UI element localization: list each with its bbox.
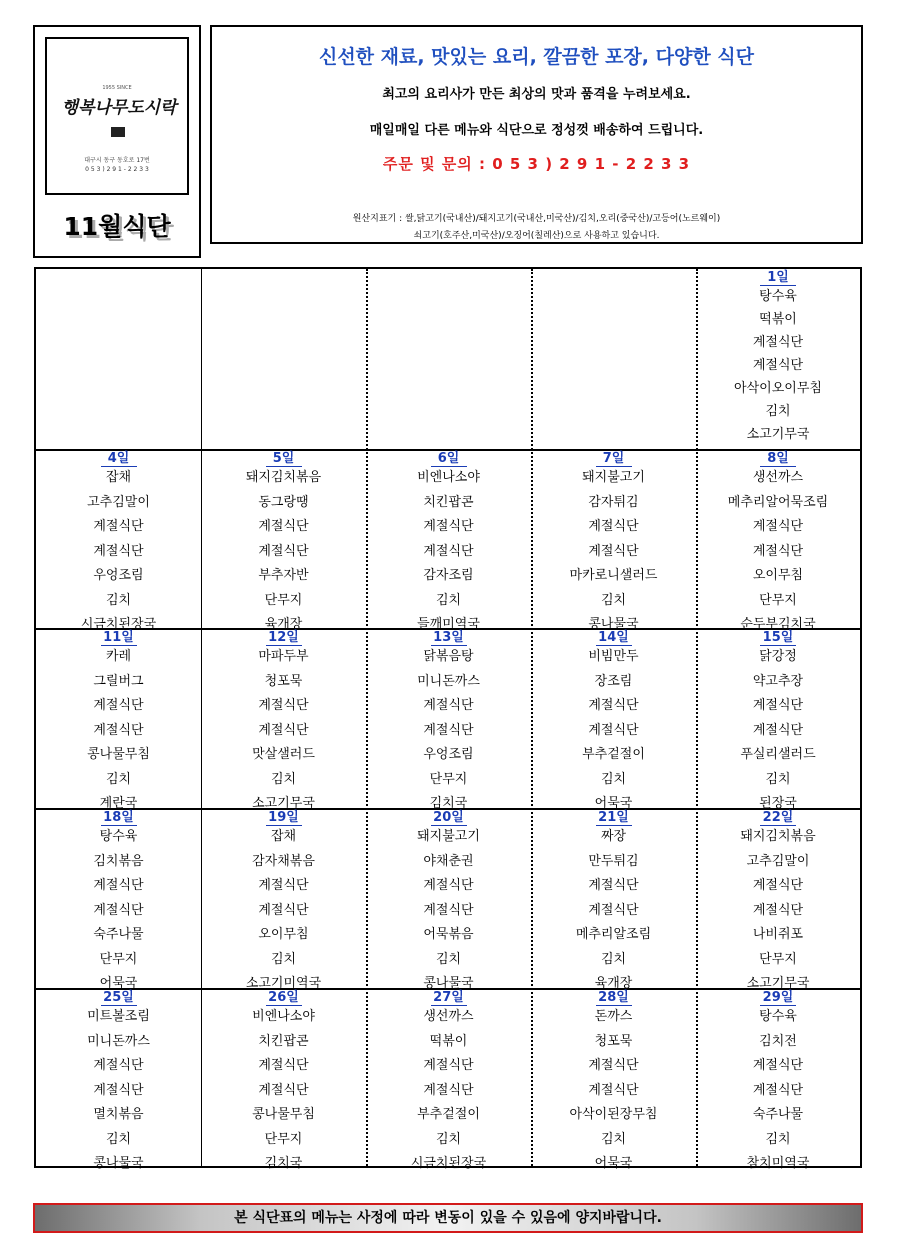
menu-item: 김치 xyxy=(435,1131,462,1147)
menu-item: 부추겉절이 xyxy=(582,747,645,762)
menu-item: 계절식단 xyxy=(258,1082,309,1098)
day-number: 25일 xyxy=(36,989,201,1007)
menu-item: 계절식단 xyxy=(258,698,309,713)
menu-item: 계란국 xyxy=(99,796,138,811)
brand-name: 행복나무도시락 xyxy=(61,98,177,118)
menu-item: 카레 xyxy=(105,649,132,664)
day-number: 18일 xyxy=(36,809,201,827)
menu-item: 단무지 xyxy=(759,951,797,967)
menu-item: 참치미역국 xyxy=(746,1156,810,1171)
empty-day-cell xyxy=(36,269,201,450)
day-number: 5일 xyxy=(201,450,366,468)
menu-item: 단무지 xyxy=(264,1131,303,1147)
menu-item: 부추겉절이 xyxy=(417,1107,480,1122)
menu-item: 계절식단 xyxy=(258,722,309,738)
menu-item: 된장국 xyxy=(759,796,797,811)
menu-item: 돼지불고기 xyxy=(582,470,645,485)
menu-item: 김치 xyxy=(600,592,627,608)
menu-item: 떡볶이 xyxy=(759,312,797,327)
menu-item: 푸실리샐러드 xyxy=(740,747,816,762)
menu-item: 단무지 xyxy=(264,592,303,608)
month-title: 11월식단 xyxy=(63,212,171,241)
day-number: 8일 xyxy=(696,450,860,468)
menu-item: 김치국 xyxy=(264,1156,303,1171)
menu-item: 어묵국 xyxy=(594,1156,633,1171)
day-number: 11일 xyxy=(36,629,201,647)
menu-item: 그릴버그 xyxy=(93,673,144,689)
menu-item: 청포묵 xyxy=(594,1033,633,1049)
menu-item: 탕수육 xyxy=(759,1009,797,1024)
day-number: 13일 xyxy=(366,629,531,647)
menu-item: 콩나물무침 xyxy=(252,1107,315,1122)
menu-item: 계절식단 xyxy=(423,698,474,713)
intro-line-2: 매일매일 다른 메뉴와 식단으로 정성껏 배송하여 드립니다. xyxy=(369,123,704,138)
menu-item: 생선까스 xyxy=(423,1009,474,1024)
day-cell xyxy=(366,989,531,1171)
menu-item: 오이무침 xyxy=(258,927,309,942)
day-cell xyxy=(366,450,531,632)
menu-item: 짜장 xyxy=(600,829,627,844)
menu-item: 고추김말이 xyxy=(87,494,150,510)
day-cell xyxy=(201,989,366,1171)
menu-item: 계절식단 xyxy=(93,1058,144,1073)
header-panel xyxy=(210,25,863,244)
day-number: 12일 xyxy=(201,629,366,647)
menu-item: 돼지김치볶음 xyxy=(740,829,816,844)
menu-item: 장조림 xyxy=(594,673,633,689)
menu-item: 오이무침 xyxy=(752,568,804,583)
menu-item: 숙주나물 xyxy=(752,1107,804,1122)
menu-item: 단무지 xyxy=(759,592,797,608)
menu-item: 닭볶음탕 xyxy=(423,649,474,664)
menu-item: 생선까스 xyxy=(752,470,804,485)
menu-item: 미니돈까스 xyxy=(417,673,480,689)
menu-item: 계절식단 xyxy=(93,543,144,559)
day-number: 1일 xyxy=(696,269,860,287)
menu-item: 계절식단 xyxy=(588,1058,639,1073)
menu-item: 육개장 xyxy=(594,976,633,991)
day-number: 29일 xyxy=(696,989,860,1007)
slogan: 신선한 재료, 맛있는 요리, 깔끔한 포장, 다양한 식단 xyxy=(318,46,755,68)
menu-item: 메추리알조림 xyxy=(575,927,652,942)
menu-item: 비엔나소야 xyxy=(252,1009,315,1024)
menu-item: 계절식단 xyxy=(588,698,639,713)
day-number: 27일 xyxy=(366,989,531,1007)
menu-item: 콩나물국 xyxy=(588,617,639,632)
menu-item: 미트볼조림 xyxy=(87,1009,150,1024)
day-cell xyxy=(36,989,201,1171)
menu-item: 계절식단 xyxy=(93,698,144,713)
empty-day-cell xyxy=(531,269,696,450)
day-cell xyxy=(36,629,201,809)
day-cell xyxy=(531,809,696,989)
menu-item: 계절식단 xyxy=(752,722,804,738)
menu-item: 비빔만두 xyxy=(588,649,639,664)
menu-item: 계절식단 xyxy=(588,902,639,918)
menu-item: 김치전 xyxy=(759,1033,797,1049)
menu-item: 감자튀김 xyxy=(588,494,639,510)
menu-item: 김치 xyxy=(600,951,627,967)
menu-item: 계절식단 xyxy=(258,1058,309,1073)
menu-item: 잡채 xyxy=(105,470,132,485)
day-cell xyxy=(201,450,366,632)
menu-item: 계절식단 xyxy=(752,878,804,893)
menu-item: 계절식단 xyxy=(93,1082,144,1098)
brand-phone: 0 5 3 ) 2 9 1 - 2 2 3 3 xyxy=(85,166,149,173)
menu-item: 계절식단 xyxy=(93,902,144,918)
menu-item: 어묵볶음 xyxy=(423,927,474,942)
menu-item: 비엔나소야 xyxy=(417,470,480,485)
menu-item: 계절식단 xyxy=(588,878,639,893)
menu-item: 어묵국 xyxy=(594,796,633,811)
menu-item: 고추김말이 xyxy=(746,853,810,869)
menu-item: 청포묵 xyxy=(264,673,303,689)
menu-item: 김치 xyxy=(435,951,462,967)
menu-item: 돈까스 xyxy=(594,1009,633,1024)
menu-item: 순두부김치국 xyxy=(740,617,816,632)
menu-item: 소고기미역국 xyxy=(245,976,322,991)
menu-item: 김치 xyxy=(600,771,627,787)
day-cell xyxy=(696,629,860,809)
menu-item: 소고기무국 xyxy=(746,976,810,991)
menu-item: 치킨팝콘 xyxy=(258,1033,309,1049)
menu-item: 잡채 xyxy=(270,829,297,844)
menu-item: 계절식단 xyxy=(258,878,309,893)
menu-item: 동그랑땡 xyxy=(258,494,309,510)
menu-item: 육개장 xyxy=(264,617,303,632)
day-number: 14일 xyxy=(531,629,696,647)
day-number: 4일 xyxy=(36,450,201,468)
menu-item: 탕수육 xyxy=(759,289,797,304)
menu-item: 닭강정 xyxy=(759,649,797,664)
menu-item: 떡볶이 xyxy=(429,1033,468,1049)
menu-item: 계절식단 xyxy=(423,543,474,559)
menu-item: 계절식단 xyxy=(423,519,474,534)
origin-notice-1: 원산지표기 : 쌀,닭고기(국내산)/돼지고기(국내산,미국산)/김치,오리(중국산)/고등어(노르웨이) xyxy=(352,214,721,224)
logo-since: 1955 SINCE xyxy=(102,85,132,91)
menu-item: 계절식단 xyxy=(93,878,144,893)
menu-item: 계절식단 xyxy=(258,902,309,918)
menu-item: 콩나물국 xyxy=(93,1156,144,1171)
day-number: 21일 xyxy=(531,809,696,827)
menu-item: 아삭이오이무침 xyxy=(734,381,822,396)
day-cell xyxy=(531,450,696,632)
menu-item: 계절식단 xyxy=(423,1082,474,1098)
origin-notice-2: 쇠고기(호주산,미국산)/오징어(칠레산)으로 사용하고 있습니다. xyxy=(413,231,660,241)
menu-item: 계절식단 xyxy=(258,543,309,559)
menu-item: 돼지불고기 xyxy=(417,829,480,844)
day-cell xyxy=(36,450,201,632)
menu-item: 계절식단 xyxy=(423,878,474,893)
empty-day-cell xyxy=(366,269,531,450)
day-number: 26일 xyxy=(201,989,366,1007)
menu-item: 계절식단 xyxy=(752,519,804,534)
day-cell xyxy=(531,989,696,1171)
day-cell xyxy=(696,450,860,632)
menu-item: 시금치된장국 xyxy=(410,1156,487,1171)
menu-item: 콩나물국 xyxy=(423,976,474,991)
menu-item: 김치 xyxy=(765,1131,791,1147)
menu-item: 치킨팝콘 xyxy=(423,494,474,510)
menu-item: 계절식단 xyxy=(423,722,474,738)
day-number: 22일 xyxy=(696,809,860,827)
day-cell xyxy=(696,989,860,1171)
day-number: 7일 xyxy=(531,450,696,468)
menu-item: 김치 xyxy=(435,592,462,608)
day-cell xyxy=(366,629,531,809)
menu-item: 소고기무국 xyxy=(252,796,315,811)
day-cell xyxy=(201,629,366,809)
menu-item: 김치 xyxy=(765,404,791,419)
order-phone: 주문 및 문의 : 0 5 3 ) 2 9 1 - 2 2 3 3 xyxy=(382,155,691,173)
menu-item: 김치 xyxy=(270,951,297,967)
menu-item: 감자조림 xyxy=(423,568,474,583)
menu-item: 김치 xyxy=(105,771,132,787)
menu-item: 탕수육 xyxy=(99,829,138,844)
day-cell xyxy=(531,629,696,809)
menu-item: 계절식단 xyxy=(423,902,474,918)
menu-item: 감자채볶음 xyxy=(252,853,315,869)
seal-icon xyxy=(111,127,125,137)
day-cell xyxy=(366,809,531,989)
intro-line-1: 최고의 요리사가 만든 최상의 맛과 품격을 누려보세요. xyxy=(382,87,691,102)
day-number: 15일 xyxy=(696,629,860,647)
menu-item: 만두튀김 xyxy=(588,853,639,869)
menu-item: 숙주나물 xyxy=(93,927,144,942)
menu-item: 단무지 xyxy=(99,951,138,967)
menu-item: 맛살샐러드 xyxy=(252,747,315,762)
menu-item: 계절식단 xyxy=(588,1082,639,1098)
logo-frame xyxy=(45,37,189,195)
menu-item: 계절식단 xyxy=(752,698,804,713)
menu-item: 계절식단 xyxy=(93,519,144,534)
menu-item: 콩나물무침 xyxy=(87,747,150,762)
menu-item: 우엉조림 xyxy=(423,747,474,762)
menu-item: 계절식단 xyxy=(752,335,804,350)
day-cell xyxy=(696,269,860,450)
menu-item: 나비쥐포 xyxy=(752,927,804,942)
menu-item: 약고추장 xyxy=(752,673,804,689)
menu-item: 김치 xyxy=(105,1131,132,1147)
menu-item: 계절식단 xyxy=(752,1058,804,1073)
menu-item: 마파두부 xyxy=(258,649,309,664)
day-cell xyxy=(36,809,201,989)
menu-item: 돼지김치볶음 xyxy=(245,470,322,485)
menu-item: 야채춘권 xyxy=(423,853,474,869)
day-cell xyxy=(201,809,366,989)
menu-item: 소고기무국 xyxy=(746,427,810,442)
day-number: 19일 xyxy=(201,809,366,827)
menu-item: 아삭이된장무침 xyxy=(569,1107,658,1122)
menu-item: 멸치볶음 xyxy=(93,1107,144,1122)
menu-item: 계절식단 xyxy=(258,519,309,534)
menu-item: 김치볶음 xyxy=(93,853,144,869)
menu-item: 미니돈까스 xyxy=(87,1033,150,1049)
menu-item: 김치 xyxy=(765,771,791,787)
menu-item: 우엉조림 xyxy=(93,568,144,583)
menu-item: 어묵국 xyxy=(99,976,138,991)
menu-item: 계절식단 xyxy=(588,722,639,738)
menu-item: 김치 xyxy=(105,592,132,608)
menu-item: 계절식단 xyxy=(588,543,639,559)
menu-item: 계절식단 xyxy=(752,902,804,918)
day-number: 20일 xyxy=(366,809,531,827)
menu-item: 계절식단 xyxy=(93,722,144,738)
menu-item: 들깨미역국 xyxy=(417,617,480,632)
menu-item: 단무지 xyxy=(429,771,468,787)
menu-item: 계절식단 xyxy=(752,1082,804,1098)
logo-panel xyxy=(33,25,201,258)
day-number: 28일 xyxy=(531,989,696,1007)
menu-item: 김치국 xyxy=(429,796,468,811)
menu-calendar xyxy=(34,267,862,1171)
menu-item: 김치 xyxy=(270,771,297,787)
empty-day-cell xyxy=(201,269,366,450)
menu-item: 계절식단 xyxy=(588,519,639,534)
menu-item: 계절식단 xyxy=(752,543,804,559)
menu-item: 계절식단 xyxy=(423,1058,474,1073)
menu-item: 계절식단 xyxy=(752,358,804,373)
menu-item: 부추자반 xyxy=(258,568,309,583)
menu-item: 김치 xyxy=(600,1131,627,1147)
brand-address: 대구시 동구 동호로 17번 xyxy=(84,157,150,164)
day-number: 6일 xyxy=(366,450,531,468)
change-notice: 본 식단표의 메뉴는 사정에 따라 변동이 있을 수 있음에 양지바랍니다. xyxy=(33,1203,863,1233)
menu-item: 시금치된장국 xyxy=(80,617,157,632)
day-cell xyxy=(696,809,860,989)
menu-item: 메추리알어묵조림 xyxy=(727,494,829,510)
menu-item: 마카로니샐러드 xyxy=(569,568,658,583)
